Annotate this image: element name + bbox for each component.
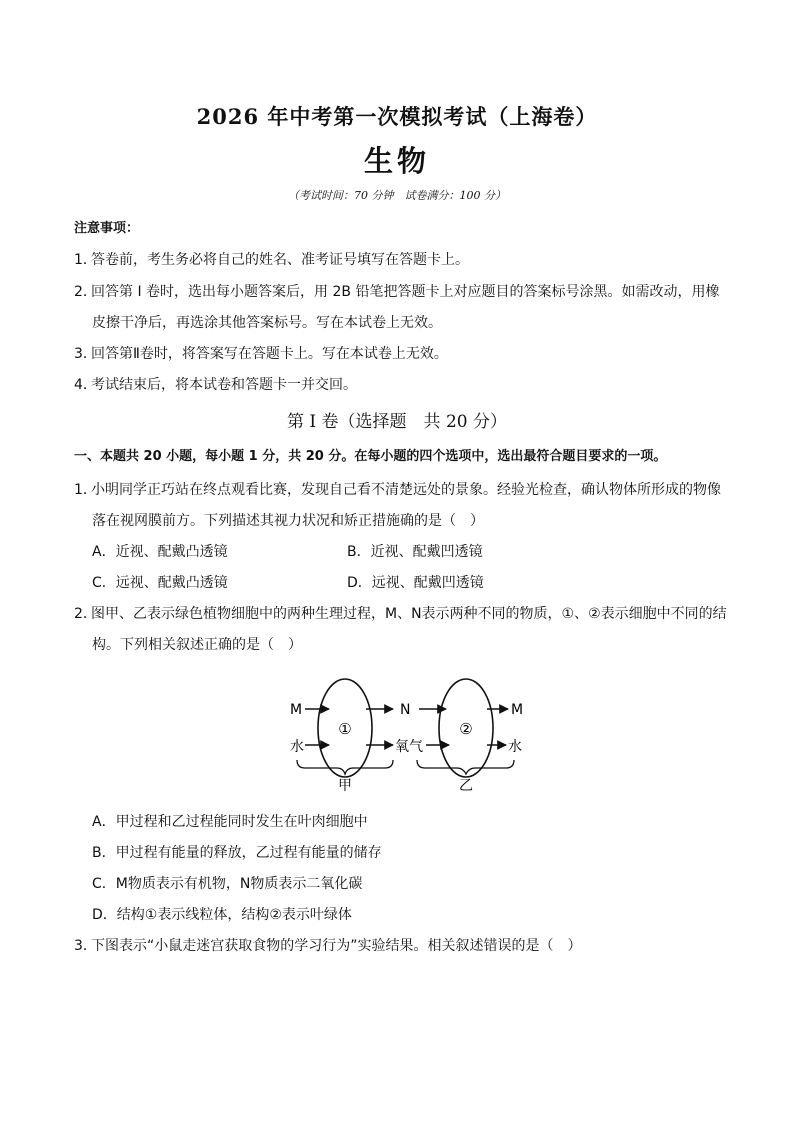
cell-process-diagram [280, 672, 540, 798]
label-yi: 乙 [459, 778, 473, 794]
notice-item [74, 374, 357, 394]
notice-item-number: 3． [74, 346, 97, 362]
question-2-option-c[interactable]: C．M物质表示有机物，N物质表示二氧化碳 [92, 876, 363, 892]
label-water-right: 水 [508, 739, 522, 755]
question-number: 3． [74, 938, 97, 954]
notice-item-continuation: 皮擦干净后，再选涂其他答案标号。写在本试卷上无效。 [92, 315, 442, 331]
question-1-option-d[interactable]: D．远视、配戴凹透镜 [347, 575, 484, 591]
section-intro: 一、本题共 20 小题，每小题 1 分，共 20 分。在每小题的四个选项中，选出最符合题目要求的一项。 [74, 449, 667, 464]
notice-item-text: 考试结束后，将本试卷和答题卡一并交回。 [91, 377, 357, 393]
question-2-option-d[interactable]: D．结构①表示线粒体，结构②表示叶绿体 [92, 907, 352, 923]
subject-title: 生物 [363, 144, 430, 178]
question-text: 图甲、乙表示绿色植物细胞中的两种生理过程，M、N表示两种不同的物质，①、②表示细胞中不同的结 [91, 606, 727, 622]
label-water-left: 水 [290, 739, 304, 755]
label-m-left: M [290, 702, 303, 718]
label-n: N [400, 702, 411, 718]
question-2-stem-cont: 构。下列相关叙述正确的是（ ） [92, 637, 302, 653]
structure-2-label: ② [459, 720, 473, 738]
question-number: 2． [74, 606, 97, 622]
notice-item [74, 343, 448, 363]
notice-item-text: 回答第Ⅱ卷时，将答案写在答题卡上。写在本试卷上无效。 [91, 346, 448, 362]
label-oxygen: 氧气 [395, 739, 423, 755]
question-1-stem [74, 479, 721, 499]
label-m-right: M [511, 702, 524, 718]
question-text: 下图表示“小鼠走迷宫获取食物的学习行为”实验结果。相关叙述错误的是（ ） [91, 938, 582, 954]
question-2-option-b[interactable]: B．甲过程有能量的释放，乙过程有能量的储存 [92, 845, 382, 861]
question-2-stem [74, 603, 727, 623]
question-text: 小明同学正巧站在终点观看比赛，发现自己看不清楚远处的景象。经验光检查，确认物体所形成的物像 [91, 482, 721, 498]
brace-jia [297, 760, 393, 774]
structure-1-label: ① [338, 720, 352, 738]
question-1-stem-cont: 落在视网膜前方。下列描述其视力状况和矫正措施确的是（ ） [92, 513, 484, 529]
notice-item-text: 回答第 I 卷时，选出每小题答案后，用 2B 铅笔把答题卡上对应题目的答案标号涂黑。如需改动，用橡 [91, 284, 720, 300]
question-number: 1． [74, 482, 97, 498]
section-title: 第 I 卷（选择题 共 20 分） [287, 412, 507, 432]
question-2-option-a[interactable]: A．甲过程和乙过程能同时发生在叶肉细胞中 [92, 814, 368, 830]
question-1-option-a[interactable]: A．近视、配戴凸透镜 [92, 544, 228, 560]
notice-item-number: 2． [74, 284, 97, 300]
notice-item-number: 1． [74, 252, 97, 268]
notice-item [74, 249, 469, 269]
label-jia: 甲 [338, 778, 352, 794]
exam-info: （考试时间：70 分钟 试卷满分：100 分） [288, 189, 506, 202]
question-1-option-b[interactable]: B．近视、配戴凹透镜 [347, 544, 483, 560]
question-3-stem [74, 935, 582, 955]
exam-title: 2026 年中考第一次模拟考试（上海卷） [196, 104, 598, 129]
notice-item-text: 答卷前，考生务必将自己的姓名、准考证号填写在答题卡上。 [91, 252, 469, 268]
notice-heading: 注意事项： [74, 221, 140, 236]
brace-yi [417, 760, 514, 774]
notice-item-number: 4． [74, 377, 97, 393]
notice-item [74, 281, 719, 301]
question-1-option-c[interactable]: C．远视、配戴凸透镜 [92, 575, 228, 591]
